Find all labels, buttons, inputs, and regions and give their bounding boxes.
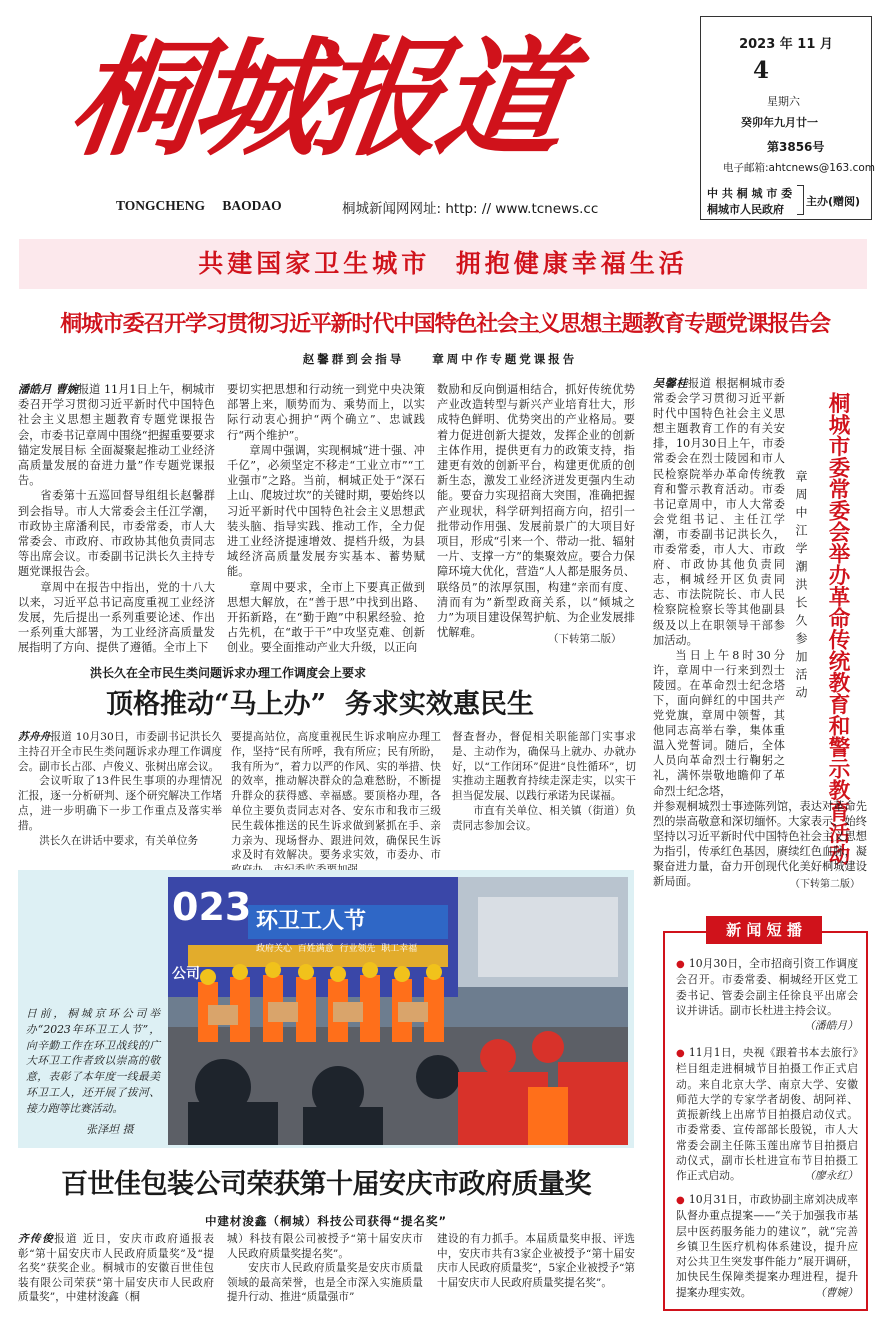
brief-1-text: 10月30日，全市招商引资工作调度会召开。市委常委、桐城经开区党工委书记、管委会副主任徐良平出席会议并讲话。副市长杜进主持会议。 <box>676 957 858 1017</box>
brief-2-author: （廖永红） <box>804 1169 858 1183</box>
right-reporter: 吴馨桂 <box>653 376 689 390</box>
bottom-headline: 百世佳包装公司荣获第十届安庆市政府质量奖 <box>61 1169 591 1200</box>
sponsor-government: 桐城市人民政府 <box>707 203 784 216</box>
date-day: 4 <box>753 57 770 84</box>
pinyin-baodao: BAODAO <box>222 198 282 213</box>
sanitation-festival-photo <box>168 877 628 1145</box>
bottom-column-2: 城）科技有限公司被授予“第十届安庆市人民政府质量奖提名奖”。 安庆市人民政府质量奖是安庆市质量领域的最高荣誉，也是全市深入实施质量提升行动、推进“质量强市” <box>227 1233 423 1304</box>
brief-3-author: （曹婉） <box>814 1285 858 1299</box>
right-column-wide: 并参观桐城烈士事迹陈列馆，表达对革命先烈的崇高敬意和深切缅怀。大家表示，始终坚持以习近平新时代中国特色社会主义思想为指引，传承红色基因，赓续红色血脉，凝聚奋进力量，奋力开创现代化美好桐城建设新局面。 <box>653 800 867 889</box>
right-column-narrow: 吴馨桂报道 根据桐城市委常委会学习贯彻习近平新时代中国特色社会主义思想主题教育工作的有关安排，10月30日上午，市委常委会在烈士陵园和市人民检察院举办革命传统教育和警示教育活动。市委书记章周中，市人大常委会党组书记、主任江学潮，市委副书记洪长久，市委常委，市人大、市政府、市政协其他负责同志，桐城经开区负责同志、市法院院长、市人民检察院检察长等其他副县级及以上在职领导干部参加活动。 当日上午8时30分许，章周中一行来到烈士陵园。在革命烈士纪念塔下，面向鲜红的中国共产党党旗，章周中领誓，其他同志高举右拳，集体重温入党誓词。随后，全体人员向革命烈士行鞠躬之礼，满怀崇敬地瞻仰了革命烈士纪念塔， <box>653 376 785 798</box>
bottom-reporter: 齐传俊 <box>18 1233 55 1245</box>
lead-column-3: 数励和反向倒逼相结合，抓好传统优势产业改造转型与新兴产业培育壮大，形成特色鲜明、优势突出的产业格局。要着力促进创新大提效，发挥企业的创新主体作用，提供更有力的政策支持，指建更有效的创新平台，构建更优质的创新生态，激发工业经济迸发更强内生动能。要奋力实现招商大突围，准确把握产业现状，科学研判招商方向，招引一批带动作用强、发展前景广的大项目好项目，形成“引来一个、带动一批、辐射一片、支撑一方”的集聚效应。要合力保障环境大优化，营造“人人都是服务员、联络员”的浓厚氛围，构建“亲而有度、清而有为”新型政商关系，以“倾城之力”为项目建设保驾护航、为企业发展排忧解难。 <box>437 383 635 640</box>
banner-company: 公司 <box>172 966 200 982</box>
brief-1 <box>676 956 858 1033</box>
banner-title: 环卫工人节 <box>256 909 367 934</box>
brief-2-bullet: ● <box>676 1048 685 1059</box>
hong-kicker: 洪长久在全市民生类问题诉求办理工作调度会上要求 <box>90 666 367 680</box>
lead-column-1: 潘皓月 曹婉报道 11月1日上午，桐城市委召开学习贯彻习近平新时代中国特色社会主义思想主题教育专题党课报告会，市委书记章周中围绕“把握重要要求 锚定发展目标 全面凝聚起推动工业经济高质量发展的奋进力量”作专题党课报告。 省委第十五巡回督导组组长赵馨群到会指导。市人大常委会主任江学潮，市政协主席潘利民，市委常委，市人大常委会、市政府、市政协其他负责同志等出席会议。市委副书记洪长久主持专题党课报告会。 章周中在报告中指出，党的十八大以来，习近平总书记高度重视工业经济发展，先后提出一系列重要论述、作出一系列重大部署，为工业经济高质量发展指明了方向、提供了遵循。全市上下 <box>18 382 215 655</box>
pinyin-tongcheng: TONGCHENG <box>116 198 206 213</box>
brief-2-text: 11月1日，央视《跟着书本去旅行》栏目组走进桐城节目拍摄工作正式启动。来自北京大学、南京大学、安徽师范大学的专家学者胡俊、胡阿祥、黄振新线上出席节目拍摄启动仪式。市委常委、宣传部部长殷锐，市人大常委会副主任陈玉莲出席节目拍摄启动仪式，副市长杜进宣布节目拍摄工作正式启动。 <box>676 1046 858 1183</box>
banner-year: 023 <box>172 885 252 929</box>
sponsor-bracket <box>797 185 804 215</box>
email[interactable]: 电子邮箱:ahtcnews@163.com <box>723 162 875 174</box>
hong-reporter: 苏舟舟 <box>18 731 51 743</box>
bottom-column-3: 建设的有力抓手。本届质量奖申报、评选中，安庆市共有3家企业被授予“第十届安庆市人民政府质量奖”，5家企业被授予“第十届安庆市人民政府质量奖提名奖”。 <box>437 1233 635 1289</box>
right-headline: 桐城市委常委会举办革命传统教育和警示教育活动 <box>825 392 850 865</box>
brief-3 <box>676 1192 858 1300</box>
lead-jump-line[interactable]: （下转第二版） <box>548 633 622 645</box>
website[interactable]: 桐城新闻网网址: http: // www.tcnews.cc <box>342 201 599 217</box>
briefs-title: 新 闻 短 播 <box>706 916 822 944</box>
lead-reporter: 潘皓月 曹婉 <box>18 382 78 396</box>
bottom-subhead: 中建材浚鑫（桐城）科技公司获得“提名奖” <box>204 1214 448 1228</box>
brief-3-text: 10月31日，市政协副主席刘决成率队督办重点提案——“关于加强我市基层中医药服务能力的建议”，就“完善乡镇卫生医疗机构体系建设，提升应对公共卫生突发事件能力”展开调研，加快民生保障类提案办理进程，提升提案办理实效。 <box>676 1193 858 1299</box>
photo-credit: 张泽坦 摄 <box>86 1123 134 1136</box>
banner-slogan: 政府关心 百姓满意 行业领先 职工幸福 <box>256 944 418 954</box>
brief-1-bullet: ● <box>676 959 685 970</box>
brief-1-author: （潘皓月） <box>804 1019 858 1033</box>
newspaper-logo: 桐城报道 <box>61 24 571 174</box>
hong-column-3: 督查督办，督促相关职能部门实事求是、主动作为，确保马上就办、办就办好，以“工作闭环”促进“良性循环”，切实推动主题教育持续走深走实，以实干担当促发展、以践行承诺为民谋福。 市直有关单位、相关镇（街道）负责同志参加会议。 <box>452 731 636 832</box>
hong-column-1: 苏舟舟报道 10月30日，市委副书记洪长久主持召开全市民生类问题诉求办理工作调度会。副市长占邵、卢俊义、张树出席会议。 会议听取了13件民生事项的办理情况汇报，逐一分析研判、逐个研究解决工作堵点，进一步明确下一步工作重点及落实举措。 洪长久在讲话中要求，有关单位务 <box>18 731 223 847</box>
brief-2 <box>676 1045 858 1184</box>
date-year-month: 2023 年 11 月 <box>739 37 833 52</box>
hong-column-2: 要提高站位，高度重视民生诉求响应办理工作，坚持“民有所呼，我有所应；民有所盼，我有所为”，着力以严的作风、实的举措、快的效率，推动解决群众的急难愁盼，不断提升群众的获得感、幸福感。要顶格办理，各单位主要负责同志对各、安东市和我市三级民生载体推送的民生诉求做到紧抓在手、亲力亲为、现场督办、跟进问效，确保民生诉求及时有效解决。要务求实效，市委办、市 <box>231 731 441 862</box>
brief-3-bullet: ● <box>676 1195 685 1206</box>
lead-column-2: 要切实把思想和行动统一到党中央决策部署上来，顺势而为、乘势而上，以实际行动衷心拥护“两个确立”、忠诚践行“两个维护”。 章周中强调，实现桐城“进十强、冲千亿”，必须坚定不移走“工业立市”“工业强市”之路。当前，桐城正处于“深石上山、爬坡过坎”的关键时期，要始终以习近平新时代中国特色社会主义思想武装头脑、指导实践、推动工作，全力促进工业经济提速增效、提档升级，为县域经济高质量发展夯实基本、蓄势赋能。 章周中要求，全市上下要真正做到思想大解放，在“善于思”中找到出路、开拓新路，在“勤于跑”中积累经验、抢占先机，在“敢于干”中攻坚克难、创新创业。要全面推动产业大升级，以正向 <box>227 383 425 655</box>
issue-info-box <box>700 16 875 220</box>
lunar-date: 癸卯年九月廿一 <box>741 116 818 129</box>
sponsor-party: 中 共 桐 城 市 委 <box>707 187 793 200</box>
sponsor-role: 主办(赠阅) <box>806 195 861 208</box>
issue-number: 第3856号 <box>767 140 825 154</box>
masthead-pinyin <box>116 198 282 214</box>
slogan-text: 共建国家卫生城市 拥抱健康幸福生活 <box>198 249 688 278</box>
right-jump-line[interactable]: （下转第二版） <box>790 879 860 890</box>
hong-headline: 顶格推动“马上办” 务求实效惠民生 <box>106 689 534 720</box>
lead-headline: 桐城市委召开学习贯彻习近平新时代中国特色社会主义思想主题教育专题党课报告会 <box>60 311 830 337</box>
bottom-column-1: 齐传俊报道 近日，安庆市政府通报表彰“第十届安庆市人民政府质量奖”及“提名奖”获奖企业。桐城市的安徽百世佳包装有限公司荣获“第十届安庆市人民政府质量奖”，中建材浚鑫（桐 <box>18 1233 214 1304</box>
lead-subhead: 赵馨群到会指导 章周中作专题党课报告 <box>302 352 578 366</box>
photo-caption: 日前，桐城京环公司举办“2023年环卫工人节”，向辛勤工作在环卫战线的广大环卫工作者致以崇高的敬意，表彰了本年度一线最美环卫工人，还开展了拔河、接力跑等比赛活动。 <box>26 1007 160 1115</box>
weekday: 星期六 <box>767 95 800 108</box>
right-subhead: 章周中江学潮洪长久参加活动 <box>794 470 808 704</box>
